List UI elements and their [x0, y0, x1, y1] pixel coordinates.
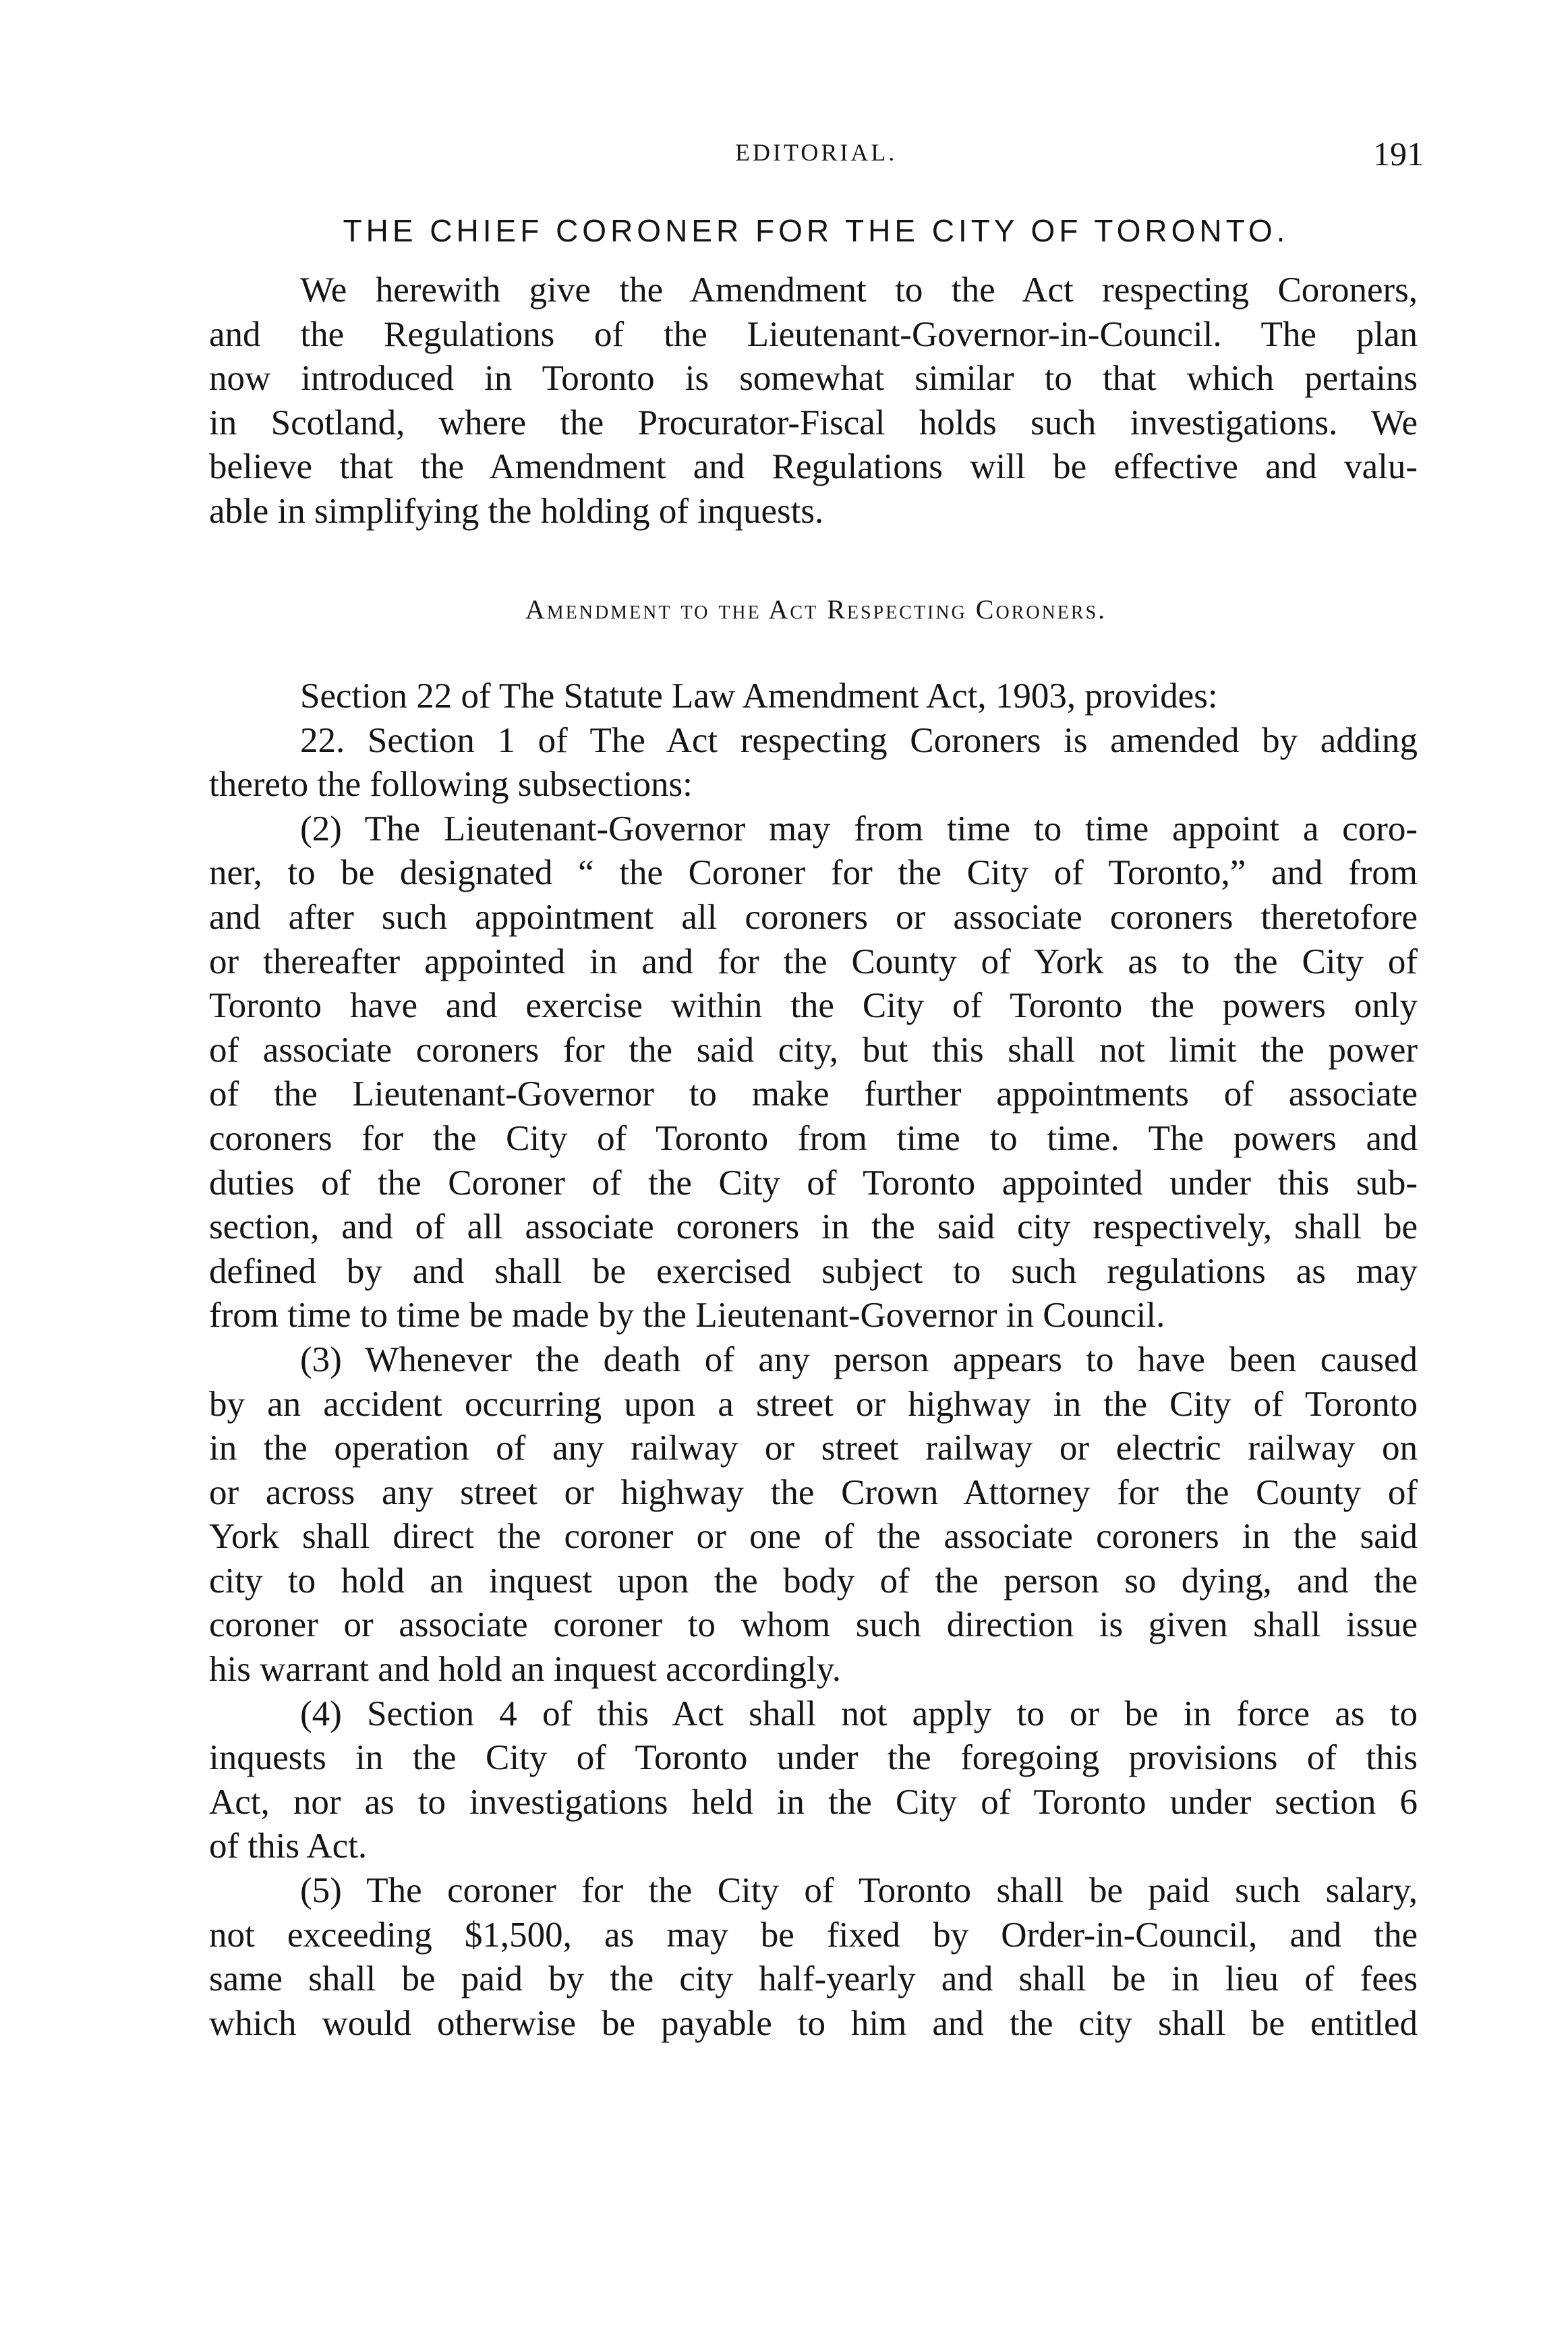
- subsection-2-line: or thereafter appointed in and for the County of York as to the City of: [209, 942, 1418, 981]
- running-head: [0, 135, 1568, 179]
- subsection-3-line: city to hold an inquest upon the body of the person so dying, and the: [209, 1561, 1418, 1601]
- subsection-2-line: defined by and shall be exercised subject to such regulations as may: [209, 1251, 1418, 1291]
- subsection-5-line: (5) The coroner for the City of Toronto shall be paid such salary,: [300, 1871, 1418, 1911]
- subsection-3-line: by an accident occurring upon a street or highway in the City of Toronto: [209, 1384, 1418, 1424]
- text-line: now introduced in Toronto is somewhat similar to that which pertains: [209, 359, 1418, 399]
- amendment-text: [209, 674, 1418, 2046]
- subsection-5-line: not exceeding $1,500, as may be fixed by Order-in-Council, and the: [209, 1915, 1418, 1955]
- text-line: We herewith give the Amendment to the Act respecting Coroners,: [300, 270, 1418, 310]
- intro-paragraph: [209, 268, 1418, 534]
- subsection-3-line: York shall direct the coroner or one of the associate coroners in the said: [209, 1517, 1418, 1557]
- subsection-2-line: of the Lieutenant-Governor to make further appointments of associate: [209, 1074, 1418, 1114]
- subsection-4-line: Act, nor as to investigations held in the City of Toronto under section 6: [209, 1782, 1418, 1822]
- subsection-2-line: of associate coroners for the said city, but this shall not limit the power: [209, 1030, 1418, 1070]
- subsection-2-line: Toronto have and exercise within the City of Toronto the powers only: [209, 986, 1418, 1026]
- text-line: believe that the Amendment and Regulations will be effective and valu-: [209, 447, 1418, 487]
- text-line: in Scotland, where the Procurator-Fiscal holds such investigations. We: [209, 403, 1418, 442]
- subsection-2-line: (2) The Lieutenant-Governor may from time to time appoint a coro-: [300, 809, 1418, 848]
- article-title: THE CHIEF CORONER FOR THE CITY OF TORONTO.: [343, 213, 1289, 248]
- subsection-2-line: coroners for the City of Toronto from time to time. The powers and: [209, 1118, 1418, 1158]
- text-line: and the Regulations of the Lieutenant-Governor-in-Council. The plan: [209, 314, 1418, 354]
- subsection-5-line: which would otherwise be payable to him and the city shall be entitled: [209, 2003, 1418, 2043]
- subsection-5-line: same shall be paid by the city half-yearly and shall be in lieu of fees: [209, 1959, 1418, 1999]
- subsection-4-line: (4) Section 4 of this Act shall not apply to or be in force as to: [300, 1694, 1418, 1733]
- subsection-2-line: from time to time be made by the Lieutenant-Governor in Council.: [209, 1296, 1165, 1335]
- subsection-2-line: duties of the Coroner of the City of Toronto appointed under this sub-: [209, 1163, 1418, 1203]
- text-line: able in simplifying the holding of inquests.: [209, 491, 824, 531]
- subsection-3-line: coroner or associate coroner to whom such direction is given shall issue: [209, 1605, 1418, 1645]
- subsection-4-line: inquests in the City of Toronto under the foregoing provisions of this: [209, 1738, 1418, 1778]
- subsection-3-line: in the operation of any railway or street railway or electric railway on: [209, 1429, 1418, 1468]
- statute-intro: Section 22 of The Statute Law Amendment Act, 1903, provides:: [300, 677, 1218, 716]
- section-subheading: Amendment to the Act Respecting Coroners.: [525, 594, 1107, 625]
- subsection-3-line: (3) Whenever the death of any person appears to have been caused: [300, 1340, 1418, 1379]
- section-22-line: 22. Section 1 of The Act respecting Coroners is amended by adding: [300, 720, 1418, 760]
- subsection-2-line: section, and of all associate coroners in the said city respectively, shall be: [209, 1207, 1418, 1247]
- subsection-2-line: ner, to be designated “ the Coroner for the City of Toronto,” and from: [209, 853, 1418, 893]
- subsection-2-line: and after such appointment all coroners or associate coroners theretofore: [209, 897, 1418, 937]
- page-number: 191: [1373, 135, 1424, 173]
- subsection-4-line: of this Act.: [209, 1826, 368, 1866]
- subsection-3-line: or across any street or highway the Crown Attorney for the County of: [209, 1472, 1418, 1512]
- running-head-section: EDITORIAL.: [735, 139, 898, 166]
- section-22-line: thereto the following subsections:: [209, 765, 693, 805]
- subsection-3-line: his warrant and hold an inquest accordingly.: [209, 1650, 842, 1690]
